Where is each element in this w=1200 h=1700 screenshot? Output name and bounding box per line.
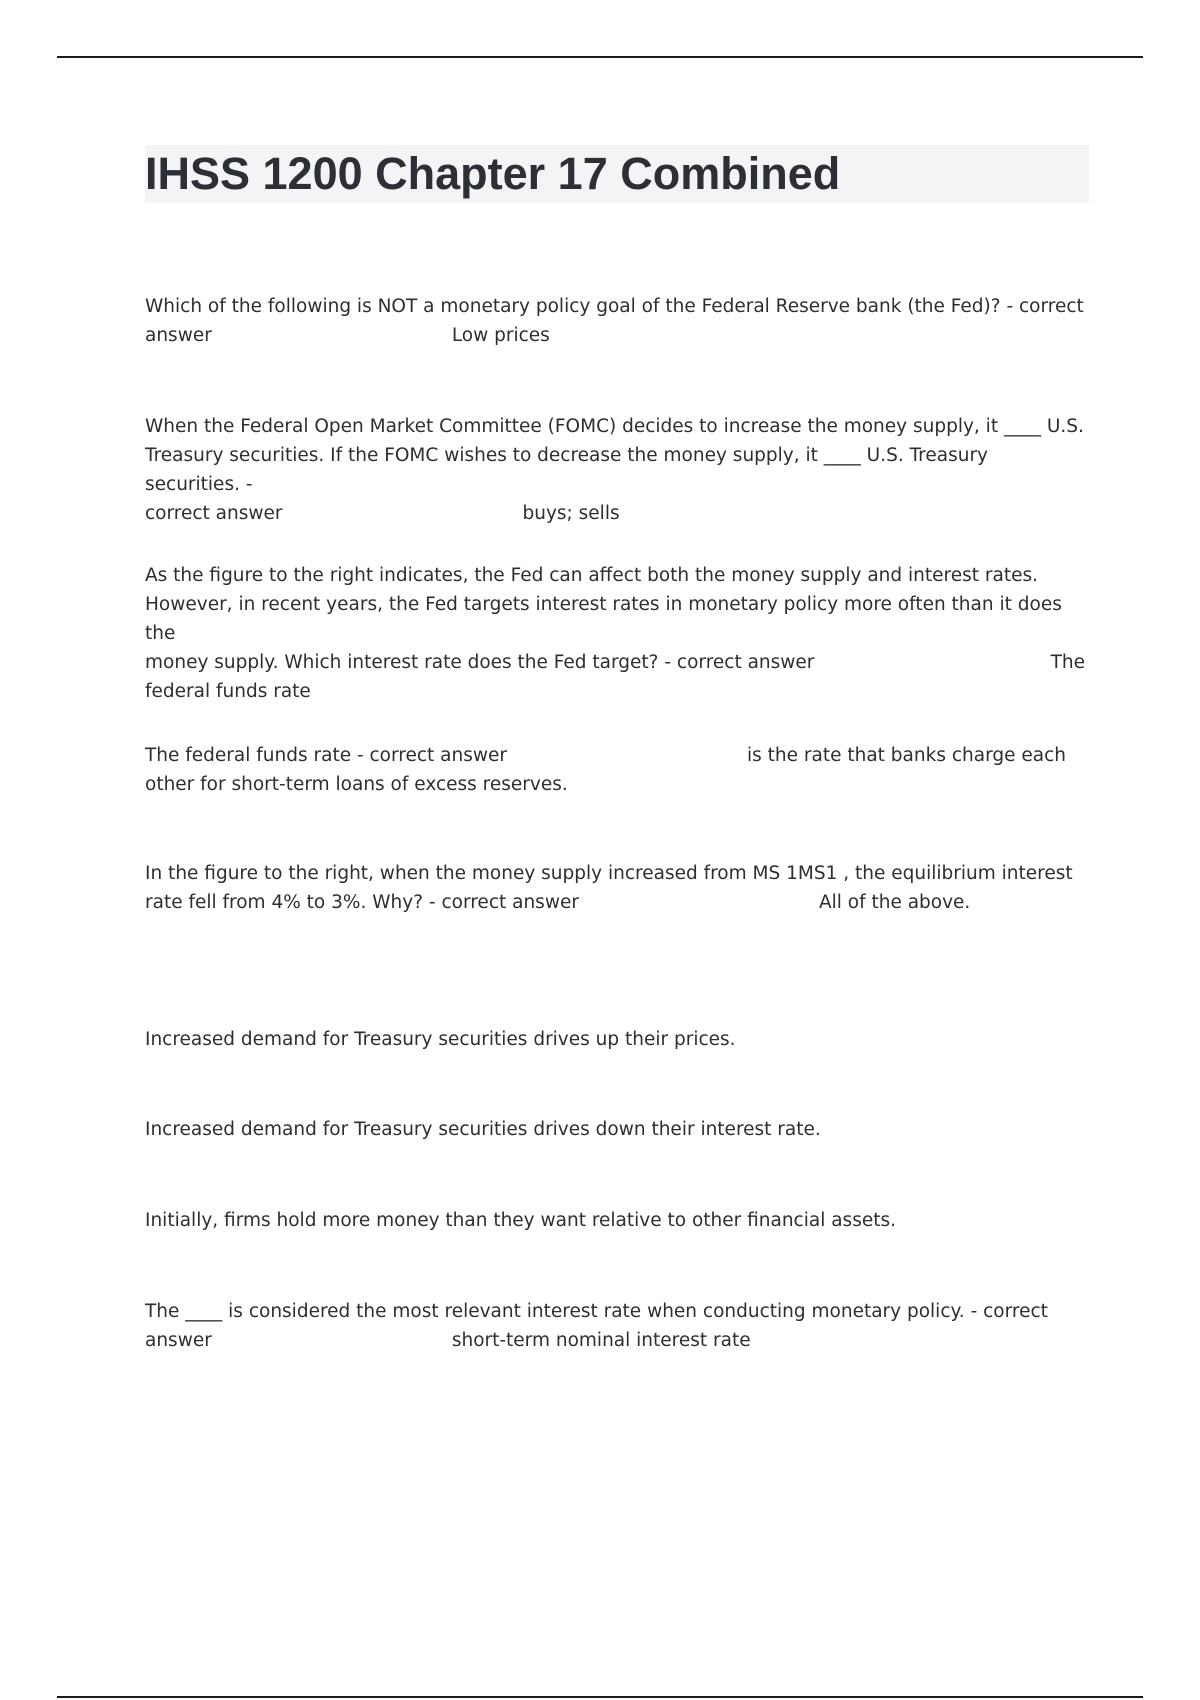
statement-item: Initially, firms hold more money than they want relative to other financial assets. <box>145 1210 896 1231</box>
question-tail-text: money supply. Which interest rate does the Fed target? - correct answer <box>145 652 815 673</box>
top-rule <box>57 56 1143 58</box>
term-text: The federal funds rate - correct answer <box>145 745 507 766</box>
qa-card-6 <box>145 1297 1085 1355</box>
answer-text-rest: federal funds rate <box>145 681 311 702</box>
qa-card-1 <box>145 292 1085 350</box>
question-tail-text: answer <box>145 325 212 346</box>
question-tail <box>145 499 1085 528</box>
question-text: When the Federal Open Market Committee (FOMC) decides to increase the money supply, it ____ U.S. Treasury securities. If the FOMC wishes to decrease the money supply, it ____ U.S. Treasury securities. - <box>145 416 1084 495</box>
question-tail <box>145 1326 1085 1355</box>
qa-card-5 <box>145 859 1085 917</box>
question-text: Which of the following is NOT a monetary policy goal of the Federal Reserve bank (the Fed)? - correct <box>145 296 1084 317</box>
question-text: The ____ is considered the most relevant interest rate when conducting monetary policy. - correct <box>145 1301 1048 1322</box>
question-tail-text: rate fell from 4% to 3%. Why? - correct answer <box>145 892 579 913</box>
document-title: IHSS 1200 Chapter 17 Combined <box>145 148 841 199</box>
question-tail <box>145 888 1085 917</box>
question-tail <box>145 321 1085 350</box>
question-tail-text: answer <box>145 1330 212 1351</box>
statement-item: Increased demand for Treasury securities drives up their prices. <box>145 1029 736 1050</box>
question-text: As the figure to the right indicates, the Fed can affect both the money supply and interest rates. However, in recent years, the Fed targets interest rates in monetary policy more often than it does the <box>145 565 1062 644</box>
answer-text: buys; sells <box>522 503 620 524</box>
question-tail <box>145 648 1085 677</box>
qa-card-3 <box>145 561 1085 706</box>
qa-card-2 <box>145 412 1085 528</box>
definition-text-rest: other for short-term loans of excess reserves. <box>145 774 568 795</box>
statement-item: Increased demand for Treasury securities drives down their interest rate. <box>145 1119 821 1140</box>
answer-text: short-term nominal interest rate <box>451 1330 751 1351</box>
qa-card-4 <box>145 741 1085 799</box>
definition-text-start: is the rate that banks charge each <box>747 745 1066 766</box>
bottom-rule <box>57 1696 1143 1698</box>
answer-text-start: The <box>1050 652 1085 673</box>
question-text: In the figure to the right, when the money supply increased from MS 1MS1 , the equilibrium interest <box>145 863 1073 884</box>
answer-text: Low prices <box>451 325 550 346</box>
question-tail-text: correct answer <box>145 503 283 524</box>
answer-text: All of the above. <box>818 892 971 913</box>
term-line <box>145 741 1085 770</box>
